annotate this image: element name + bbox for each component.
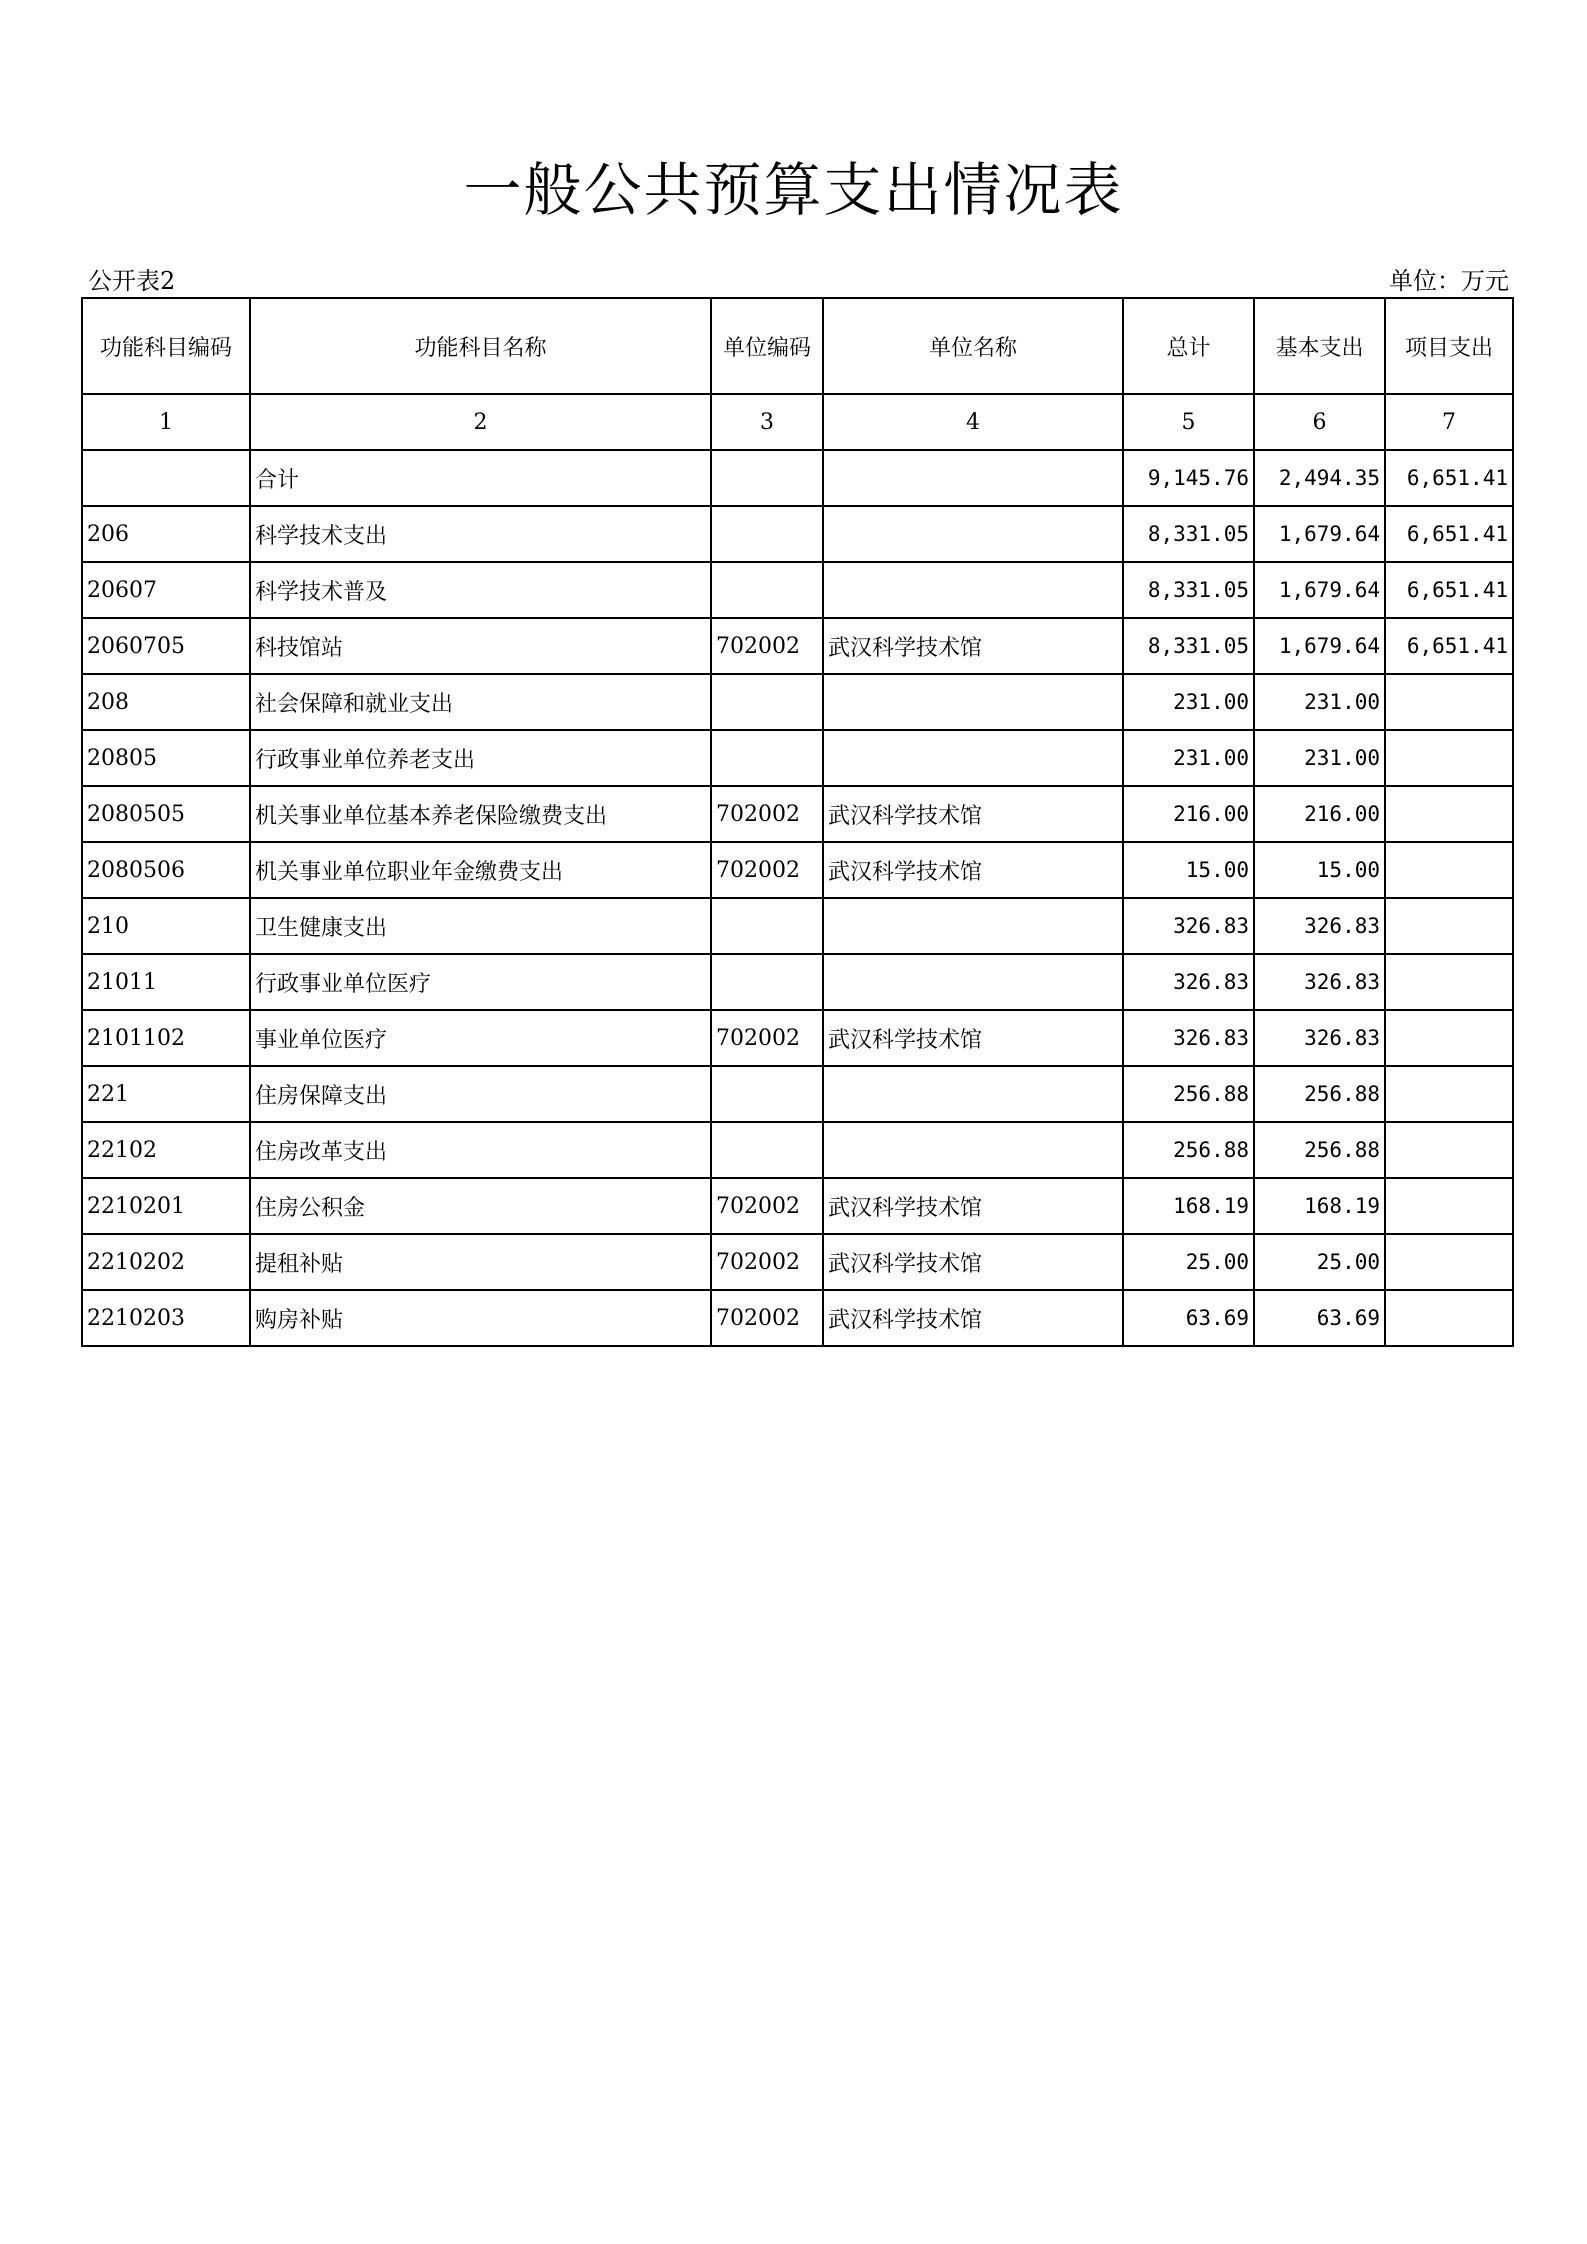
column-index: 4 bbox=[823, 394, 1123, 450]
unit-code-cell bbox=[711, 674, 823, 730]
total-cell: 15.00 bbox=[1123, 842, 1254, 898]
table-row bbox=[82, 1066, 1513, 1122]
total-cell: 256.88 bbox=[1123, 1122, 1254, 1178]
project-expense-cell: 6,651.41 bbox=[1385, 506, 1513, 562]
column-header-basic: 基本支出 bbox=[1254, 298, 1385, 394]
basic-expense-cell: 1,679.64 bbox=[1254, 506, 1385, 562]
function-name-cell: 合计 bbox=[250, 450, 711, 506]
unit-name-cell: 武汉科学技术馆 bbox=[823, 618, 1123, 674]
table-row bbox=[82, 1010, 1513, 1066]
unit-code-cell: 702002 bbox=[711, 618, 823, 674]
column-header-function-name: 功能科目名称 bbox=[250, 298, 711, 394]
project-expense-cell: 6,651.41 bbox=[1385, 450, 1513, 506]
unit-name-cell bbox=[823, 1066, 1123, 1122]
unit-name-cell bbox=[823, 730, 1123, 786]
function-name-cell: 机关事业单位基本养老保险缴费支出 bbox=[250, 786, 711, 842]
column-index: 7 bbox=[1385, 394, 1513, 450]
project-expense-cell bbox=[1385, 1234, 1513, 1290]
project-expense-cell: 6,651.41 bbox=[1385, 562, 1513, 618]
table-row bbox=[82, 842, 1513, 898]
function-name-cell: 卫生健康支出 bbox=[250, 898, 711, 954]
unit-code-cell bbox=[711, 954, 823, 1010]
function-name-cell: 住房公积金 bbox=[250, 1178, 711, 1234]
column-index: 5 bbox=[1123, 394, 1254, 450]
unit-code-cell bbox=[711, 1066, 823, 1122]
project-expense-cell bbox=[1385, 674, 1513, 730]
total-cell: 231.00 bbox=[1123, 730, 1254, 786]
unit-name-cell bbox=[823, 562, 1123, 618]
column-index-row bbox=[82, 394, 1513, 450]
unit-code-cell bbox=[711, 562, 823, 618]
total-cell: 216.00 bbox=[1123, 786, 1254, 842]
total-cell: 63.69 bbox=[1123, 1290, 1254, 1346]
unit-code-cell bbox=[711, 898, 823, 954]
basic-expense-cell: 168.19 bbox=[1254, 1178, 1385, 1234]
function-name-cell: 科学技术支出 bbox=[250, 506, 711, 562]
total-cell: 231.00 bbox=[1123, 674, 1254, 730]
project-expense-cell bbox=[1385, 786, 1513, 842]
function-code-cell: 210 bbox=[82, 898, 250, 954]
header-row bbox=[82, 298, 1513, 394]
project-expense-cell bbox=[1385, 1066, 1513, 1122]
unit-name-cell: 武汉科学技术馆 bbox=[823, 1290, 1123, 1346]
basic-expense-cell: 256.88 bbox=[1254, 1122, 1385, 1178]
total-cell: 8,331.05 bbox=[1123, 506, 1254, 562]
basic-expense-cell: 25.00 bbox=[1254, 1234, 1385, 1290]
table-row bbox=[82, 954, 1513, 1010]
project-expense-cell bbox=[1385, 730, 1513, 786]
column-header-function-code: 功能科目编码 bbox=[82, 298, 250, 394]
function-code-cell: 221 bbox=[82, 1066, 250, 1122]
project-expense-cell bbox=[1385, 842, 1513, 898]
unit-code-cell: 702002 bbox=[711, 786, 823, 842]
function-name-cell: 住房保障支出 bbox=[250, 1066, 711, 1122]
function-name-cell: 科学技术普及 bbox=[250, 562, 711, 618]
basic-expense-cell: 15.00 bbox=[1254, 842, 1385, 898]
basic-expense-cell: 326.83 bbox=[1254, 898, 1385, 954]
basic-expense-cell: 231.00 bbox=[1254, 674, 1385, 730]
function-code-cell: 22102 bbox=[82, 1122, 250, 1178]
column-header-project: 项目支出 bbox=[1385, 298, 1513, 394]
unit-code-cell bbox=[711, 450, 823, 506]
unit-code-cell: 702002 bbox=[711, 1178, 823, 1234]
function-code-cell: 20607 bbox=[82, 562, 250, 618]
budget-table bbox=[81, 297, 1514, 1347]
basic-expense-cell: 256.88 bbox=[1254, 1066, 1385, 1122]
table-row bbox=[82, 1290, 1513, 1346]
unit-code-cell bbox=[711, 730, 823, 786]
total-cell: 256.88 bbox=[1123, 1066, 1254, 1122]
function-code-cell: 20805 bbox=[82, 730, 250, 786]
function-code-cell: 2060705 bbox=[82, 618, 250, 674]
unit-name-cell bbox=[823, 674, 1123, 730]
function-name-cell: 住房改革支出 bbox=[250, 1122, 711, 1178]
total-cell: 9,145.76 bbox=[1123, 450, 1254, 506]
table-row bbox=[82, 1178, 1513, 1234]
table-row bbox=[82, 898, 1513, 954]
function-code-cell: 2080506 bbox=[82, 842, 250, 898]
basic-expense-cell: 63.69 bbox=[1254, 1290, 1385, 1346]
column-index: 2 bbox=[250, 394, 711, 450]
table-row bbox=[82, 1122, 1513, 1178]
total-cell: 8,331.05 bbox=[1123, 562, 1254, 618]
function-code-cell: 2210201 bbox=[82, 1178, 250, 1234]
column-index: 1 bbox=[82, 394, 250, 450]
document-label: 公开表2 bbox=[88, 267, 176, 295]
unit-code-cell: 702002 bbox=[711, 842, 823, 898]
basic-expense-cell: 326.83 bbox=[1254, 954, 1385, 1010]
project-expense-cell bbox=[1385, 1010, 1513, 1066]
function-code-cell: 208 bbox=[82, 674, 250, 730]
table-row bbox=[82, 786, 1513, 842]
function-code-cell: 2210203 bbox=[82, 1290, 250, 1346]
unit-name-cell: 武汉科学技术馆 bbox=[823, 1178, 1123, 1234]
column-index: 6 bbox=[1254, 394, 1385, 450]
project-expense-cell bbox=[1385, 1178, 1513, 1234]
function-code-cell: 21011 bbox=[82, 954, 250, 1010]
basic-expense-cell: 1,679.64 bbox=[1254, 562, 1385, 618]
total-cell: 8,331.05 bbox=[1123, 618, 1254, 674]
function-name-cell: 社会保障和就业支出 bbox=[250, 674, 711, 730]
unit-name-cell: 武汉科学技术馆 bbox=[823, 842, 1123, 898]
basic-expense-cell: 1,679.64 bbox=[1254, 618, 1385, 674]
unit-name-cell bbox=[823, 506, 1123, 562]
function-name-cell: 行政事业单位医疗 bbox=[250, 954, 711, 1010]
unit-label: 单位：万元 bbox=[1389, 267, 1509, 295]
basic-expense-cell: 326.83 bbox=[1254, 1010, 1385, 1066]
basic-expense-cell: 231.00 bbox=[1254, 730, 1385, 786]
basic-expense-cell: 216.00 bbox=[1254, 786, 1385, 842]
function-code-cell: 2101102 bbox=[82, 1010, 250, 1066]
table-body bbox=[82, 450, 1513, 1346]
table-row bbox=[82, 674, 1513, 730]
project-expense-cell bbox=[1385, 898, 1513, 954]
function-code-cell: 2210202 bbox=[82, 1234, 250, 1290]
project-expense-cell bbox=[1385, 1290, 1513, 1346]
total-cell: 168.19 bbox=[1123, 1178, 1254, 1234]
unit-name-cell bbox=[823, 898, 1123, 954]
unit-name-cell bbox=[823, 954, 1123, 1010]
total-cell: 326.83 bbox=[1123, 898, 1254, 954]
total-cell: 326.83 bbox=[1123, 954, 1254, 1010]
project-expense-cell: 6,651.41 bbox=[1385, 618, 1513, 674]
page-title: 一般公共预算支出情况表 bbox=[463, 156, 1124, 224]
column-index: 3 bbox=[711, 394, 823, 450]
total-cell: 25.00 bbox=[1123, 1234, 1254, 1290]
column-header-unit-code: 单位编码 bbox=[711, 298, 823, 394]
table-row bbox=[82, 730, 1513, 786]
total-cell: 326.83 bbox=[1123, 1010, 1254, 1066]
column-header-total: 总计 bbox=[1123, 298, 1254, 394]
project-expense-cell bbox=[1385, 954, 1513, 1010]
function-name-cell: 科技馆站 bbox=[250, 618, 711, 674]
function-code-cell: 2080505 bbox=[82, 786, 250, 842]
table-row bbox=[82, 1234, 1513, 1290]
function-name-cell: 行政事业单位养老支出 bbox=[250, 730, 711, 786]
unit-name-cell bbox=[823, 450, 1123, 506]
unit-name-cell: 武汉科学技术馆 bbox=[823, 1010, 1123, 1066]
function-code-cell bbox=[82, 450, 250, 506]
unit-name-cell bbox=[823, 1122, 1123, 1178]
unit-code-cell: 702002 bbox=[711, 1234, 823, 1290]
function-name-cell: 购房补贴 bbox=[250, 1290, 711, 1346]
unit-name-cell: 武汉科学技术馆 bbox=[823, 786, 1123, 842]
project-expense-cell bbox=[1385, 1122, 1513, 1178]
unit-code-cell bbox=[711, 1122, 823, 1178]
column-header-unit-name: 单位名称 bbox=[823, 298, 1123, 394]
unit-code-cell: 702002 bbox=[711, 1290, 823, 1346]
table-row bbox=[82, 506, 1513, 562]
function-name-cell: 机关事业单位职业年金缴费支出 bbox=[250, 842, 711, 898]
function-name-cell: 提租补贴 bbox=[250, 1234, 711, 1290]
unit-code-cell bbox=[711, 506, 823, 562]
unit-name-cell: 武汉科学技术馆 bbox=[823, 1234, 1123, 1290]
function-code-cell: 206 bbox=[82, 506, 250, 562]
table-row bbox=[82, 562, 1513, 618]
table-row bbox=[82, 618, 1513, 674]
unit-code-cell: 702002 bbox=[711, 1010, 823, 1066]
basic-expense-cell: 2,494.35 bbox=[1254, 450, 1385, 506]
function-name-cell: 事业单位医疗 bbox=[250, 1010, 711, 1066]
table-row bbox=[82, 450, 1513, 506]
